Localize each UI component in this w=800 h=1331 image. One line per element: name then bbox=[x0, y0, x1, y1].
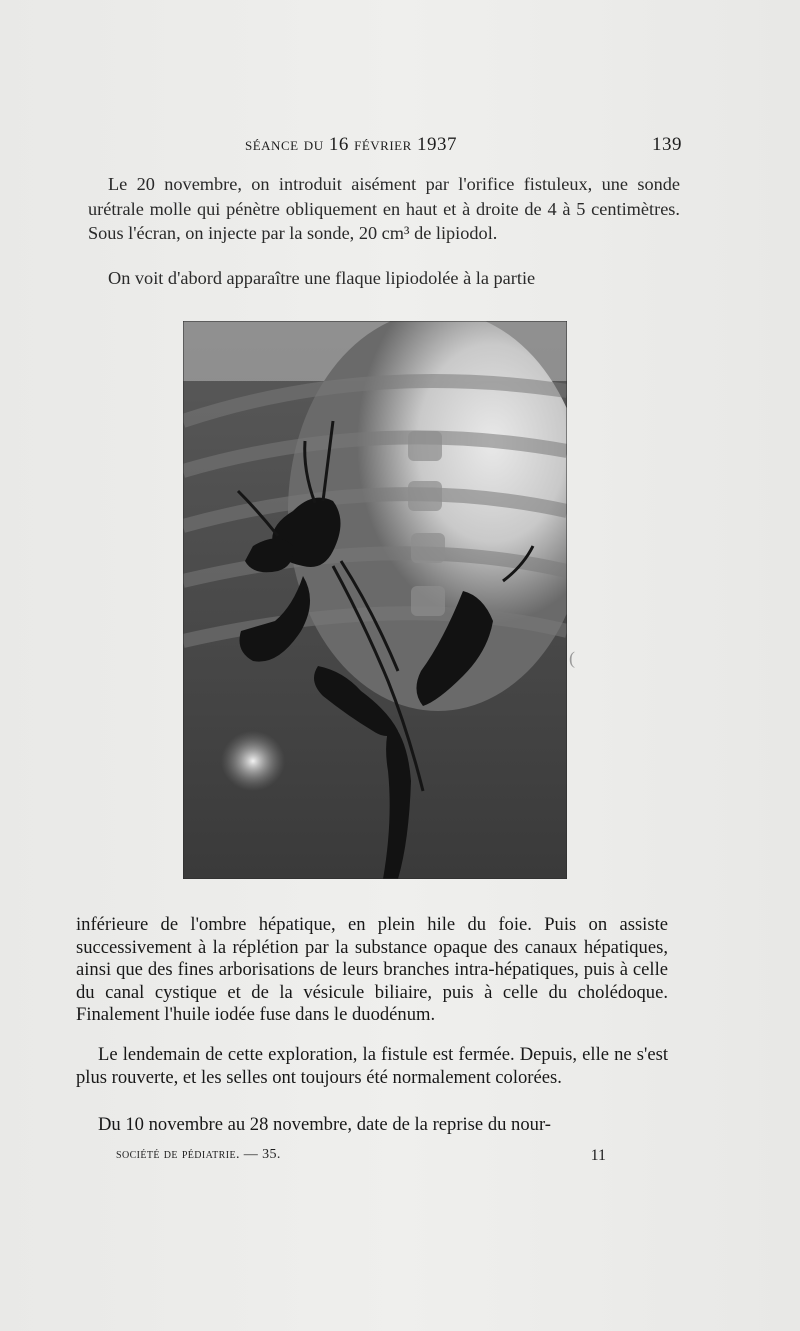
paragraph-date: Du 10 novembre au 28 novembre, date de la reprise du nour- bbox=[98, 1114, 551, 1135]
margin-mark: ( bbox=[569, 648, 575, 668]
paragraph-sonde bbox=[88, 172, 680, 246]
footer-sheet-number: 11 bbox=[590, 1147, 606, 1164]
footer-society: société de pédiatrie. — 35. bbox=[116, 1147, 281, 1162]
paragraph-repletion: inférieure de l'ombre hépatique, en plein hile du foie. Puis on assiste successivement à la réplétion par la substance opaque des canaux hépatiques, ainsi que des fines arborisations de leurs branches intra-hépatiques, puis à celle du canal cystique et de la vésicule biliaire, puis à celle du cholédoque. Finalement l'huile iodée fuse dans le duodénum. bbox=[76, 914, 668, 1026]
page-footer bbox=[116, 1145, 606, 1169]
paragraph-text: On voit d'abord apparaître une flaque lipiodolée à la partie bbox=[108, 268, 536, 288]
paragraph-lendemain: Le lendemain de cette exploration, la fistule est fermée. Depuis, elle ne s'est plus rouverte, et les selles ont toujours été normalement colorées. bbox=[76, 1044, 668, 1088]
paragraph-text: Le 20 novembre, on introduit aisément par l'orifice fistuleux, une sonde urétrale molle qui pénètre obliquement en haut et à droite de 4 à 5 centimètres. Sous l'écran, on injecte par la sonde, 20 cm³ de lipiodol. bbox=[88, 174, 680, 243]
radiograph-figure bbox=[183, 321, 567, 879]
radiograph-image bbox=[183, 321, 567, 879]
paragraph-flaque bbox=[88, 266, 680, 292]
running-title: séance du 16 février 1937 bbox=[245, 134, 458, 155]
page-number: 139 bbox=[652, 134, 682, 155]
running-header bbox=[90, 134, 682, 158]
